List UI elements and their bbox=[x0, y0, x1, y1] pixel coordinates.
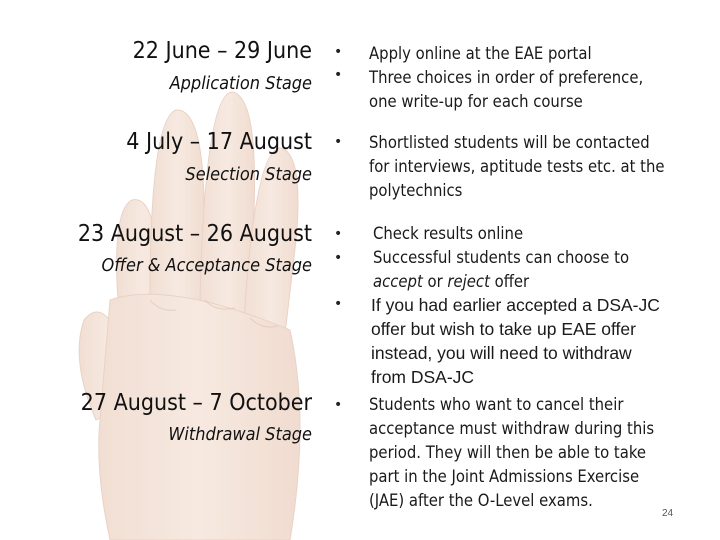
stage-item bbox=[373, 246, 678, 294]
stage-item: Apply online at the EAE portal bbox=[369, 44, 592, 63]
stage-item: If you had earlier accepted a DSA-JC offer but wish to take up EAE offer instead, you will need to withdraw from DSA-JC bbox=[371, 295, 660, 387]
stage-item: Check results online bbox=[373, 224, 524, 243]
stage-date: 22 June – 29 June bbox=[132, 38, 312, 64]
bullet: • bbox=[334, 397, 343, 413]
stage-item: Three choices in order of preference, one write-up for each course bbox=[369, 68, 644, 111]
item-text: Successful students can choose to bbox=[373, 248, 630, 267]
bullet: • bbox=[334, 44, 343, 60]
stage-date: 27 August – 7 October bbox=[80, 390, 312, 416]
stage-name: Selection Stage bbox=[185, 164, 312, 185]
bullet: • bbox=[334, 67, 343, 83]
accept-word: accept bbox=[373, 272, 423, 291]
bullet: • bbox=[334, 250, 343, 266]
bullet: • bbox=[334, 226, 343, 242]
bullet: • bbox=[334, 296, 343, 312]
stage-date: 4 July – 17 August bbox=[126, 129, 312, 155]
stage-item: Shortlisted students will be contacted for interviews, aptitude tests etc. at the polytechnics bbox=[369, 133, 665, 200]
item-text: offer bbox=[489, 272, 530, 291]
stage-name: Offer & Acceptance Stage bbox=[101, 255, 312, 276]
page-number: 24 bbox=[662, 508, 674, 519]
stage-name: Application Stage bbox=[169, 73, 312, 94]
reject-word: reject bbox=[447, 272, 490, 291]
bullet: • bbox=[334, 134, 343, 150]
item-text: or bbox=[422, 272, 448, 291]
stage-date: 23 August – 26 August bbox=[77, 221, 312, 247]
stage-name: Withdrawal Stage bbox=[168, 424, 312, 445]
stage-item: Students who want to cancel their acceptance must withdraw during this period. They will then be able to take part in the Joint Admissions Exercise (JAE) after the O-Level exams. bbox=[369, 395, 655, 510]
